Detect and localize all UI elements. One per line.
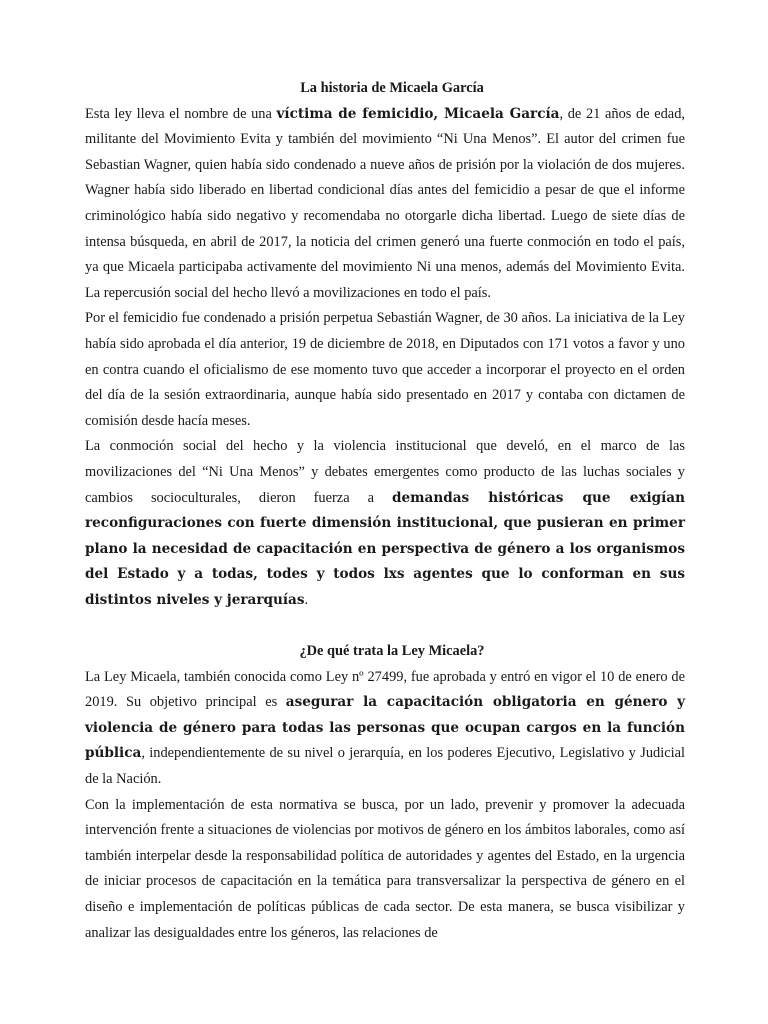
- paragraph-text: .: [304, 591, 309, 608]
- section-title-historia: La historia de Micaela García: [300, 80, 484, 96]
- paragraph-text: La conmoción social del hecho y la violencia institucional que develó, en el marco de las movilizaciones del “Ni Una Menos” y debates emergentes como producto de las luchas sociales y cambios socioculturales, dieron fuerza a: [85, 438, 685, 506]
- blank-line: [85, 613, 685, 639]
- paragraph-text: Esta ley lleva el nombre de una: [85, 105, 277, 122]
- section-title-ley-micaela: ¿De qué trata la Ley Micaela?: [299, 643, 485, 660]
- bold-phrase-victima: víctima de femicidio, Micaela García: [276, 105, 560, 122]
- bold-phrase-capacitacion: asegurar la capacitación obligatoria en género y violencia de género para todas las personas que ocupan cargos en la función pública: [85, 694, 685, 762]
- paragraph-text: , independientemente de su nivel o jerarquía, en los poderes Ejecutivo, Legislativo y Judicial de la Nación.: [85, 745, 685, 788]
- bold-phrase-demandas: demandas históricas que exigían reconfiguraciones con fuerte dimensión institucional, que pusieran en primer plano la necesidad de capacitación en perspectiva de género a los organismos del Estado y a todas, todes y todos lxs agentes que lo conforman en sus distintos niveles y jerarquías: [85, 489, 685, 608]
- paragraph-ley-objetivo: [85, 665, 685, 793]
- paragraph-implementacion: Con la implementación de esta normativa se busca, por un lado, prevenir y promover la adecuada intervención frente a situaciones de violencias por motivos de género en los ámbitos laborales, como así también interpelar desde la responsabilidad política de autoridades y agentes del Estado, en la urgencia de iniciar procesos de capacitación en la temática para transversalizar la perspectiva de género en el diseño e implementación de políticas públicas de cada sector. De esta manera, se busca visibilizar y analizar las desigualdades entre los géneros, las relaciones de: [85, 796, 685, 941]
- paragraph-condena: Por el femicidio fue condenado a prisión perpetua Sebastián Wagner, de 30 años. La iniciativa de la Ley había sido aprobada el día anterior, 19 de diciembre de 2018, en Diputados con 171 votos a favor y uno en contra cuando el oficialismo de ese momento tuvo que acceder a incorporar el proyecto en el orden del día de la sesión extraordinaria, aunque había sido presentado en 2017 y contaba con dictamen de comisión desde hacía meses.: [85, 310, 685, 429]
- paragraph-text: , de 21 años de edad, militante del Movimiento Evita y también del movimiento “Ni Una Menos”. El autor del crimen fue Sebastian Wagner, quien había sido condenado a nueve años de prisión por la violación de dos mujeres. Wagner había sido liberado en libertad condicional días antes del femicidio a pesar de que el informe criminológico había sido negativo y recomendaba no otorgarle dicha libertad. Luego de siete días de intensa búsqueda, en abril de 2017, la noticia del crimen generó una fuerte conmoción en todo el país, ya que Micaela participaba activamente del movimiento Ni una menos, además del Movimiento Evita. La repercusión social del hecho llevó a movilizaciones en todo el país.: [85, 105, 685, 301]
- document-body: [85, 76, 685, 946]
- paragraph-historia-intro: [85, 102, 685, 307]
- paragraph-text: La Ley Micaela, también conocida como Ley nº 27499, fue aprobada y entró en vigor el 10 de enero de 2019. Su objetivo principal es: [85, 668, 685, 711]
- paragraph-conmocion: [85, 434, 685, 613]
